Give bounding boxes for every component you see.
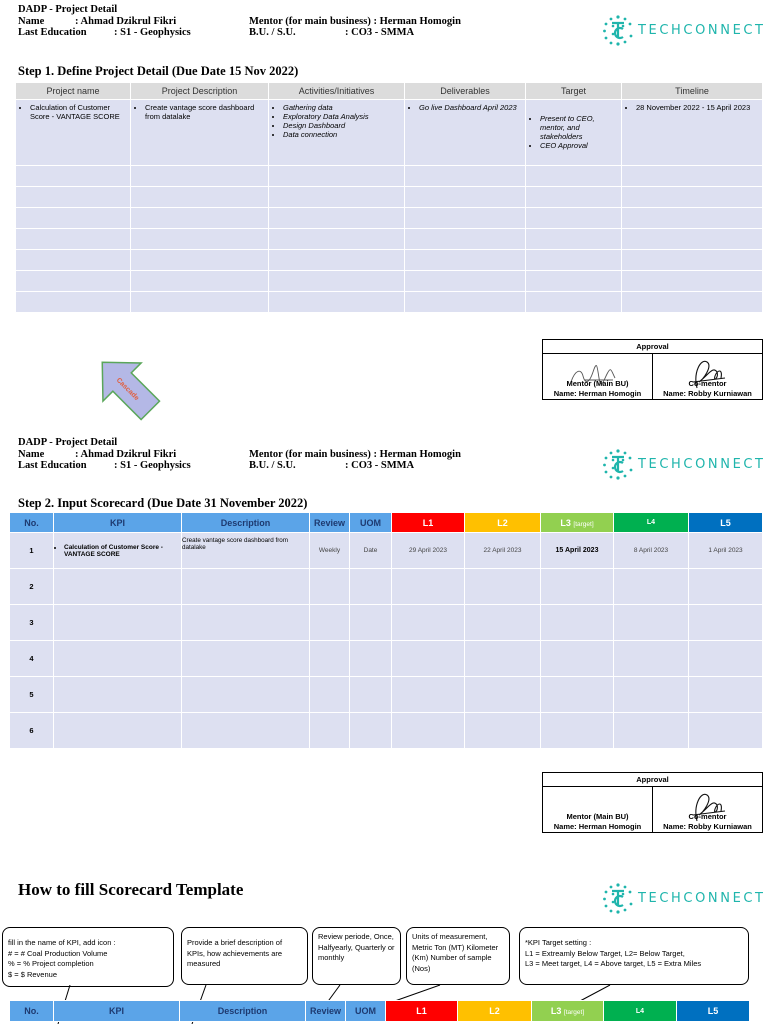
bu-value: : CO3 - SMMA xyxy=(345,27,415,38)
education-label: Last Education xyxy=(18,27,87,38)
mentor-name: Name: Herman Homogin xyxy=(553,389,642,398)
callout-kpi-line: $ = $ Revenue xyxy=(8,969,57,979)
cascade-arrow-icon xyxy=(86,346,168,428)
col-uom: UOM xyxy=(346,1001,386,1022)
project-description-item: • Create vantage score dashboard from datalake xyxy=(145,103,268,121)
table-row xyxy=(16,292,763,313)
activity-item: • Design Dashboard xyxy=(283,121,404,130)
callout-uom: Units of measurement, Metric Ton (MT) Kilometer (Km) Number of sample (Nos) xyxy=(406,927,510,985)
table-row xyxy=(10,569,763,605)
mentor-block-1 xyxy=(249,16,461,39)
l3-target-tag: [target] xyxy=(573,520,594,528)
col-activities: Activities/Initiatives xyxy=(269,83,405,100)
callout-target-line: L3 = Meet target, L4 = Above target, L5 = Extra Miles xyxy=(525,959,702,968)
mentor-block-2 xyxy=(249,449,461,472)
table-row xyxy=(10,533,763,569)
education-label: Last Education xyxy=(18,460,87,471)
logo-mark-icon xyxy=(602,448,634,480)
callout-review: Review periode, Once, Halfyearly, Quarterly or monthly xyxy=(312,927,401,985)
comentor-signature-cell xyxy=(653,787,763,833)
logo-mark-icon xyxy=(602,882,634,914)
cell-l1: 29 April 2023 xyxy=(392,533,465,569)
name-value: : Ahmad Dzikrul Fikri xyxy=(75,448,177,460)
table-row xyxy=(16,250,763,271)
deliverable-item: • Go live Dashboard April 2023 xyxy=(419,103,525,112)
mentor-signature-cell xyxy=(543,354,653,400)
cell-l5: 1 April 2023 xyxy=(689,533,763,569)
l3-target-tag: [target] xyxy=(563,1009,585,1016)
table-row xyxy=(16,166,763,187)
table-row xyxy=(16,271,763,292)
target-item: • Present to CEO, mentor, and stakeholders xyxy=(540,114,621,141)
callout-kpi-line: % = % Project completion xyxy=(8,959,94,968)
doc-title: DADP - Project Detail xyxy=(18,4,118,15)
cell-review: Weekly xyxy=(310,533,350,569)
timeline-item: • 28 November 2022 - 15 April 2023 xyxy=(636,103,762,112)
cell-timeline xyxy=(622,100,763,166)
comentor-signature-cell xyxy=(653,354,763,400)
logo-mark-icon xyxy=(602,14,634,46)
row-no: 2 xyxy=(10,569,54,605)
logo-text: TECHCONNECT xyxy=(638,456,766,472)
col-kpi: KPI xyxy=(54,1001,180,1022)
col-deliverables: Deliverables xyxy=(405,83,526,100)
name-value: : Ahmad Dzikrul Fikri xyxy=(75,15,177,27)
col-description: Description xyxy=(180,1001,306,1022)
target-item: • CEO Approval xyxy=(540,141,621,150)
cell-project-name xyxy=(16,100,131,166)
cell-project-description xyxy=(131,100,269,166)
callout-kpi-line: fill in the name of KPI, add icon : xyxy=(8,938,116,947)
cell-target xyxy=(526,100,622,166)
techconnect-logo xyxy=(602,14,766,46)
approval-title: Approval xyxy=(543,340,763,354)
col-kpi: KPI xyxy=(54,513,182,533)
education-value: : S1 - Geophysics xyxy=(114,460,191,471)
activity-item: • Data connection xyxy=(283,130,404,139)
col-l1: L1 xyxy=(392,513,465,533)
table-row xyxy=(16,187,763,208)
project-detail-table xyxy=(15,82,763,313)
callout-target-line: L1 = Extreamly Below Target, L2= Below Target, xyxy=(525,948,685,958)
mentor-line: Mentor (for main business) : Herman Homogin xyxy=(249,448,461,460)
cell-l2: 22 April 2023 xyxy=(465,533,541,569)
row-no: 3 xyxy=(10,605,54,641)
col-l1: L1 xyxy=(386,1001,458,1022)
bu-value: : CO3 - SMMA xyxy=(345,460,415,471)
col-timeline: Timeline xyxy=(622,83,763,100)
techconnect-logo xyxy=(602,448,766,480)
table-row xyxy=(10,605,763,641)
callout-kpi xyxy=(2,927,174,987)
cell-activities xyxy=(269,100,405,166)
col-l5: L5 xyxy=(677,1001,750,1022)
mentor-role: Mentor (Main BU) xyxy=(566,379,629,388)
approval-box-2 xyxy=(542,772,763,833)
step2-title: Step 2. Input Scorecard (Due Date 31 November 2022) xyxy=(18,496,308,510)
callout-target-line: *KPI Target setting : xyxy=(525,938,592,947)
table-row xyxy=(16,229,763,250)
col-target: Target xyxy=(526,83,622,100)
col-review: Review xyxy=(306,1001,346,1022)
techconnect-logo xyxy=(602,882,766,914)
education-value: : S1 - Geophysics xyxy=(114,27,191,38)
cell-description: Create vantage score dashboard from datalake xyxy=(182,533,310,569)
table-row xyxy=(10,713,763,749)
cascade-label: Cascade xyxy=(114,376,141,403)
comentor-name: Name: Robby Kurniawan xyxy=(663,822,752,831)
col-l5: L5 xyxy=(689,513,763,533)
bu-label: B.U. / S.U. xyxy=(249,460,296,471)
col-project-name: Project name xyxy=(16,83,131,100)
name-label: Name xyxy=(18,15,45,27)
col-l2: L2 xyxy=(465,513,541,533)
scorecard-table xyxy=(9,512,763,749)
cell-l4: 8 April 2023 xyxy=(614,533,689,569)
approval-box-1 xyxy=(542,339,763,400)
table-row xyxy=(10,641,763,677)
col-l3 xyxy=(541,513,614,533)
logo-text: TECHCONNECT xyxy=(638,890,766,906)
cell-uom: Date xyxy=(350,533,392,569)
col-l4: L4 xyxy=(614,513,689,533)
doc-header-1 xyxy=(18,4,191,39)
callout-description: Provide a brief description of KPIs, how achievements are measured xyxy=(181,927,308,985)
cell-l3: 15 April 2023 xyxy=(541,533,614,569)
callout-kpi-line: # = # Coal Production Volume xyxy=(8,948,108,958)
row-no: 1 xyxy=(10,533,54,569)
row-no: 4 xyxy=(10,641,54,677)
approval-title: Approval xyxy=(543,773,763,787)
table-row xyxy=(16,208,763,229)
cell-deliverables xyxy=(405,100,526,166)
bu-label: B.U. / S.U. xyxy=(249,27,296,38)
mentor-name: Name: Herman Homogin xyxy=(553,822,642,831)
activity-item: • Gathering data xyxy=(283,103,404,112)
doc-title: DADP - Project Detail xyxy=(18,437,118,448)
col-uom: UOM xyxy=(350,513,392,533)
mentor-signature-cell xyxy=(543,787,653,833)
table-row xyxy=(10,677,763,713)
comentor-name: Name: Robby Kurniawan xyxy=(663,389,752,398)
comentor-role: Co-mentor xyxy=(688,379,727,388)
l3-label: L3 xyxy=(560,517,571,528)
col-project-description: Project Description xyxy=(131,83,269,100)
howto-title: How to fill Scorecard Template xyxy=(18,880,244,899)
table-row xyxy=(16,100,763,166)
col-l3 xyxy=(532,1001,604,1022)
l3-label: L3 xyxy=(550,1006,562,1016)
step1-title: Step 1. Define Project Detail (Due Date 15 Nov 2022) xyxy=(18,64,299,78)
doc-header-2 xyxy=(18,437,191,472)
example-scorecard-header xyxy=(9,1000,750,1022)
kpi-item: • Calculation of Customer Score - VANTAGE SCORE xyxy=(64,544,181,558)
col-l2: L2 xyxy=(458,1001,532,1022)
callout-target xyxy=(519,927,749,985)
mentor-line: Mentor (for main business) : Herman Homogin xyxy=(249,15,461,27)
row-no: 6 xyxy=(10,713,54,749)
project-name-item: • Calculation of Customer Score - VANTAGE SCORE xyxy=(30,103,130,121)
mentor-role: Mentor (Main BU) xyxy=(566,812,629,821)
activity-item: • Exploratory Data Analysis xyxy=(283,112,404,121)
comentor-role: Co-mentor xyxy=(688,812,727,821)
col-description: Description xyxy=(182,513,310,533)
col-no: No. xyxy=(10,513,54,533)
col-review: Review xyxy=(310,513,350,533)
row-no: 5 xyxy=(10,677,54,713)
name-label: Name xyxy=(18,448,45,460)
logo-text: TECHCONNECT xyxy=(638,22,766,38)
cell-kpi xyxy=(54,533,182,569)
col-l4: L4 xyxy=(604,1001,677,1022)
col-no: No. xyxy=(10,1001,54,1022)
